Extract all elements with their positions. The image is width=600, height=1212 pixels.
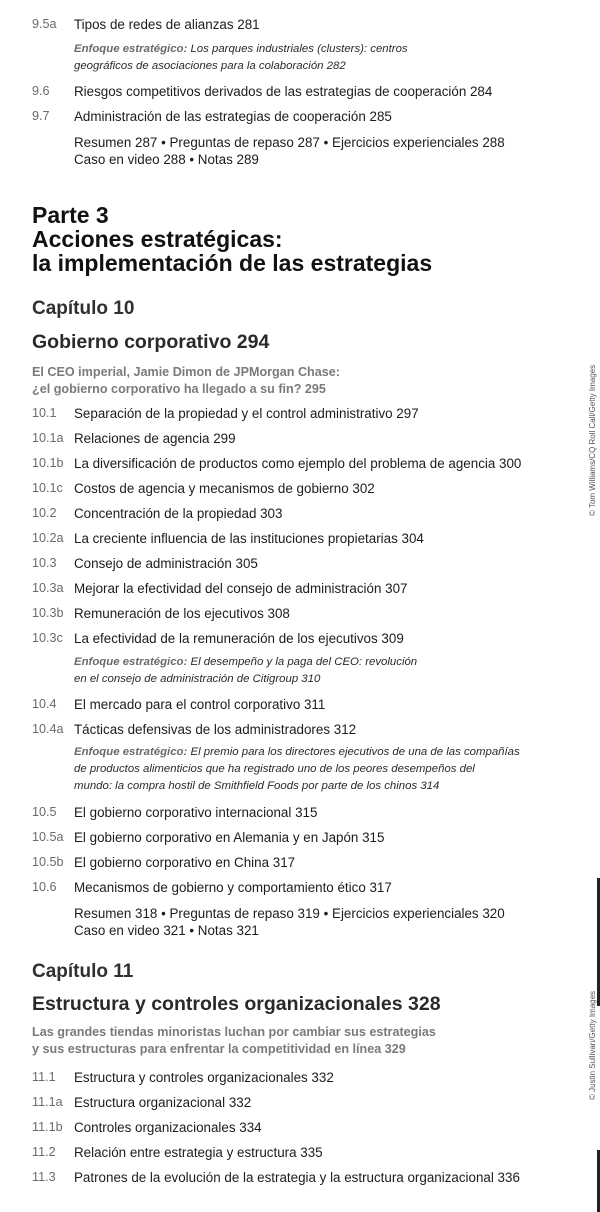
focus-text: de productos alimenticios que ha registrado uno de los peores desempeños del [74,763,475,775]
section-title: La diversificación de productos como ejemplo del problema de agencia 300 [74,456,522,471]
chapter-title: Estructura y controles organizacionales 328 [32,993,441,1015]
section-number: 10.1b [32,456,64,470]
section-number: 11.3 [32,1170,56,1184]
focus-label: Enfoque estratégico: [74,656,188,668]
section-title: Mejorar la efectividad del consejo de administración 307 [74,581,408,596]
section-number: 10.3a [32,581,64,595]
opening-case-line: Las grandes tiendas minoristas luchan por cambiar sus estrategias [32,1025,436,1039]
section-title: Relación entre estrategia y estructura 335 [74,1145,323,1160]
section-title: Remuneración de los ejecutivos 308 [74,606,290,621]
strategic-focus-box [74,41,572,75]
chapter-title: Gobierno corporativo 294 [32,331,270,353]
section-number: 10.2a [32,531,64,545]
summary-line: Caso en video 321 • Notas 321 [74,923,259,938]
section-title: El mercado para el control corporativo 311 [74,697,326,712]
section-number: 11.1b [32,1120,63,1134]
opening-case-line: El CEO imperial, Jamie Dimon de JPMorgan Chase: [32,365,340,379]
part-title-line: la implementación de las estrategias [32,250,433,276]
section-number: 10.1a [32,431,64,445]
opening-case-line: y sus estructuras para enfrentar la competitividad en línea 329 [32,1042,406,1056]
section-number: 11.1 [32,1070,56,1084]
focus-label: Enfoque estratégico: [74,746,188,758]
section-number: 10.3 [32,556,57,570]
photo-credit: © Justin Sullivan/Getty Images [588,990,597,1100]
summary-line: Caso en video 288 • Notas 289 [74,152,259,167]
section-title: Concentración de la propiedad 303 [74,506,283,521]
section-number: 10.5b [32,855,64,869]
summary-line: Resumen 287 • Preguntas de repaso 287 • Ejercicios experienciales 288 [74,135,505,150]
opening-case [32,364,340,398]
strategic-focus-box [74,744,572,795]
section-title: Administración de las estrategias de cooperación 285 [74,109,392,124]
section-number: 10.6 [32,880,57,894]
chapter-summary-links [74,134,572,168]
section-number: 11.2 [32,1145,56,1159]
section-number: 10.1 [32,406,57,420]
focus-text: geográficos de asociaciones para la colaboración 282 [74,60,346,72]
focus-text: El premio para los directores ejecutivos de una de las compañías [190,746,520,758]
focus-label: Enfoque estratégico: [74,43,188,55]
focus-text: mundo: la compra hostil de Smithfield Foods por parte de los chinos 314 [74,780,440,792]
section-number: 10.5a [32,830,64,844]
section-number: 10.4a [32,722,64,736]
section-number: 9.6 [32,84,50,98]
section-title: La creciente influencia de las instituciones propietarias 304 [74,531,424,546]
section-number: 9.5a [32,17,57,31]
focus-text: El desempeño y la paga del CEO: revolución [190,656,418,668]
opening-case [32,1024,436,1058]
chapter-label: Capítulo 11 [32,961,134,982]
section-number: 10.2 [32,506,57,520]
section-number: 10.3b [32,606,64,620]
chapter-summary-links [74,905,572,939]
summary-line: Resumen 318 • Preguntas de repaso 319 • Ejercicios experienciales 320 [74,906,505,921]
section-title: Riesgos competitivos derivados de las estrategias de cooperación 284 [74,84,493,99]
focus-text: Los parques industriales (clusters): centros [190,43,408,55]
section-title: Patrones de la evolución de la estrategia y la estructura organizacional 336 [74,1170,520,1185]
section-title: Relaciones de agencia 299 [74,431,236,446]
section-number: 11.1a [32,1095,63,1109]
section-number: 9.7 [32,109,50,123]
section-title: Costos de agencia y mecanismos de gobierno 302 [74,481,375,496]
section-title: Mecanismos de gobierno y comportamiento ético 317 [74,880,392,895]
section-title: Estructura organizacional 332 [74,1095,252,1110]
section-title: El gobierno corporativo en Alemania y en Japón 315 [74,830,385,845]
section-title: Controles organizacionales 334 [74,1120,262,1135]
section-number: 10.1c [32,481,63,495]
section-number: 10.5 [32,805,57,819]
section-number: 10.4 [32,697,57,711]
strategic-focus-box [74,654,572,688]
section-title: El gobierno corporativo internacional 315 [74,805,318,820]
section-title: Tácticas defensivas de los administradores 312 [74,722,357,737]
section-title: Separación de la propiedad y el control administrativo 297 [74,406,419,421]
section-title: La efectividad de la remuneración de los ejecutivos 309 [74,631,404,646]
part-number: Parte 3 [32,202,109,228]
section-title: Consejo de administración 305 [74,556,258,571]
part-title-line: Acciones estratégicas: [32,226,283,252]
section-title: El gobierno corporativo en China 317 [74,855,296,870]
section-title: Estructura y controles organizacionales 332 [74,1070,334,1085]
focus-text: en el consejo de administración de Citigroup 310 [74,673,321,685]
chapter-label: Capítulo 10 [32,298,135,319]
section-number: 10.3c [32,631,63,645]
photo-credit: © Tom Williams/CQ Roll Call/Getty Images [588,364,597,516]
section-title: Tipos de redes de alianzas 281 [74,17,260,32]
opening-case-line: ¿el gobierno corporativo ha llegado a su fin? 295 [32,382,326,396]
part-heading [32,203,432,275]
